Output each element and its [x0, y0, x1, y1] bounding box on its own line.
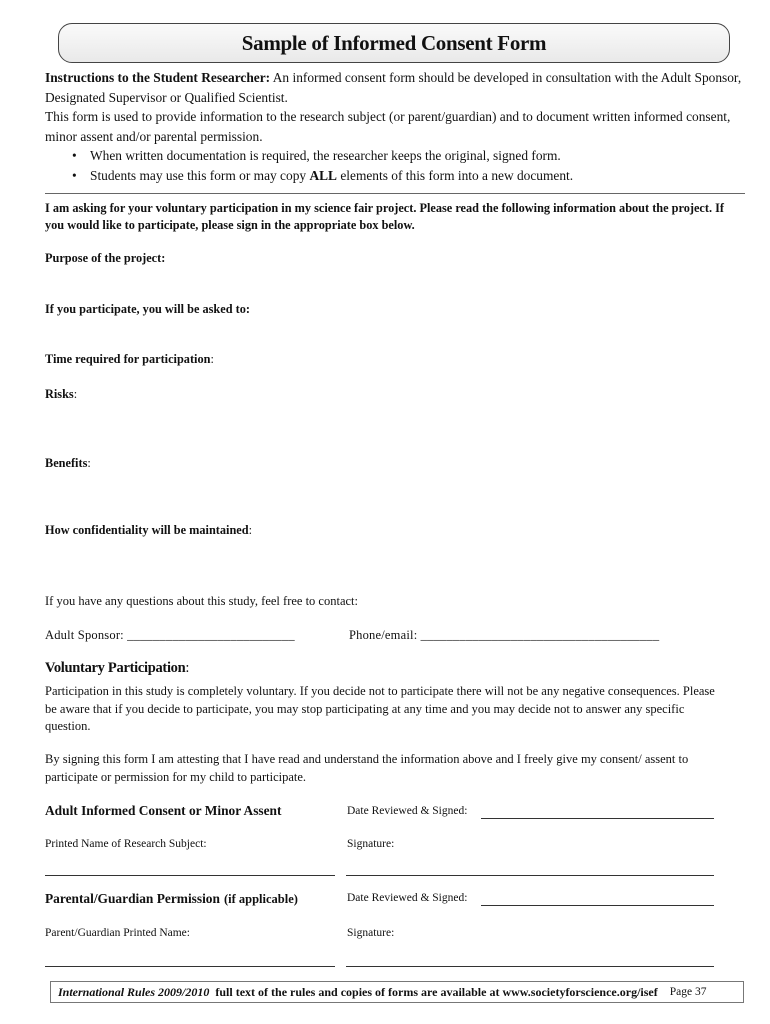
form-title-box: [58, 23, 730, 63]
page-number: Page 37: [669, 986, 707, 998]
voluntary-heading-text: Voluntary Participation: [45, 660, 186, 676]
parent-name-line[interactable]: [45, 966, 335, 967]
time-label: [45, 352, 214, 367]
adult-consent-heading: Adult Informed Consent or Minor Assent: [45, 803, 282, 818]
page-title: Sample of Informed Consent Form: [241, 30, 547, 55]
instructions-line-1: [45, 68, 745, 107]
bullet-2-bold: ALL: [309, 167, 337, 183]
risks-colon: :: [73, 387, 78, 401]
parent-signature-line[interactable]: [346, 966, 714, 967]
parent-date-line[interactable]: [481, 905, 714, 906]
footer-rules: International Rules 2009/2010: [58, 984, 210, 999]
parent-permission-heading: [45, 890, 298, 908]
confidentiality-label-text: How confidentiality will be maintained: [45, 523, 249, 537]
benefits-colon: :: [87, 456, 91, 470]
confidentiality-label: [45, 523, 252, 538]
bullet-2-pre: Students may use this form or may copy: [90, 167, 310, 183]
parent-heading-suffix: (if applicable): [223, 892, 298, 906]
bullet-2-post: elements of this form into a new document.: [336, 167, 574, 183]
instructions-bullet-2: [90, 166, 745, 186]
benefits-label-text: Benefits: [45, 456, 88, 470]
divider: [45, 193, 745, 194]
adult-name-label: Printed Name of Research Subject:: [45, 838, 207, 850]
voluntary-paragraph-2: By signing this form I am attesting that I have read and understand the information above and I freely give my consent/ assent to participate or permission for my child to participate.: [45, 752, 689, 784]
footer-text: full text of the rules and copies of forms are available at www.societyforscience.org/isef: [215, 984, 658, 999]
risks-label: [45, 387, 77, 402]
phone-email-field[interactable]: Phone/email: _____________________________________: [349, 628, 660, 642]
adult-date-line[interactable]: [481, 818, 714, 819]
confidentiality-colon: :: [248, 523, 253, 537]
parent-date-label: Date Reviewed & Signed:: [347, 892, 468, 904]
voluntary-colon: :: [185, 660, 190, 676]
voluntary-paragraph-1: Participation in this study is completely voluntary. If you decide not to participate there will not be any negative consequences. Please be aware that if you decide to participate, you may stop participating at any time and you may decide not to answer any specific question.: [45, 684, 715, 733]
adult-sponsor-field[interactable]: Adult Sponsor: __________________________: [45, 628, 295, 642]
parent-heading-text: Parental/Guardian Permission: [45, 891, 220, 906]
instructions: [45, 68, 745, 185]
time-colon: :: [210, 352, 214, 366]
adult-signature-label: Signature:: [347, 838, 395, 850]
adult-name-line[interactable]: [45, 875, 335, 876]
footer: [50, 981, 744, 1003]
parent-signature-label: Signature:: [347, 927, 395, 939]
time-label-text: Time required for participation: [45, 352, 211, 366]
adult-date-label: Date Reviewed & Signed:: [347, 805, 468, 817]
instructions-lead: Instructions to the Student Researcher:: [45, 70, 271, 85]
parent-name-label: Parent/Guardian Printed Name:: [45, 927, 190, 939]
voluntary-heading: [45, 660, 189, 677]
purpose-label: Purpose of the project:: [45, 251, 166, 265]
instructions-bullet-1: • When written documentation is required, the researcher keeps the original, signed form.: [90, 146, 745, 166]
instructions-line-1-text: An informed consent form should be developed in consultation with the Adult Sponsor, Designated Supervisor or Qualified Scientist.: [45, 70, 742, 105]
adult-signature-line[interactable]: [346, 875, 714, 876]
instructions-list: [45, 146, 745, 185]
instructions-line-2: This form is used to provide information to the research subject (or parent/guardian) and to document written informed consent, minor assent and/or parental permission.: [45, 109, 731, 144]
intro-text: I am asking for your voluntary participation in my science fair project. Please read the following information about the project. If you would like to participate, please sign in the appropriate box below.: [45, 201, 725, 232]
benefits-label: [45, 456, 91, 471]
contact-prompt: If you have any questions about this study, feel free to contact:: [45, 594, 358, 608]
asked-label: If you participate, you will be asked to:: [45, 302, 250, 316]
risks-label-text: Risks: [45, 387, 74, 401]
